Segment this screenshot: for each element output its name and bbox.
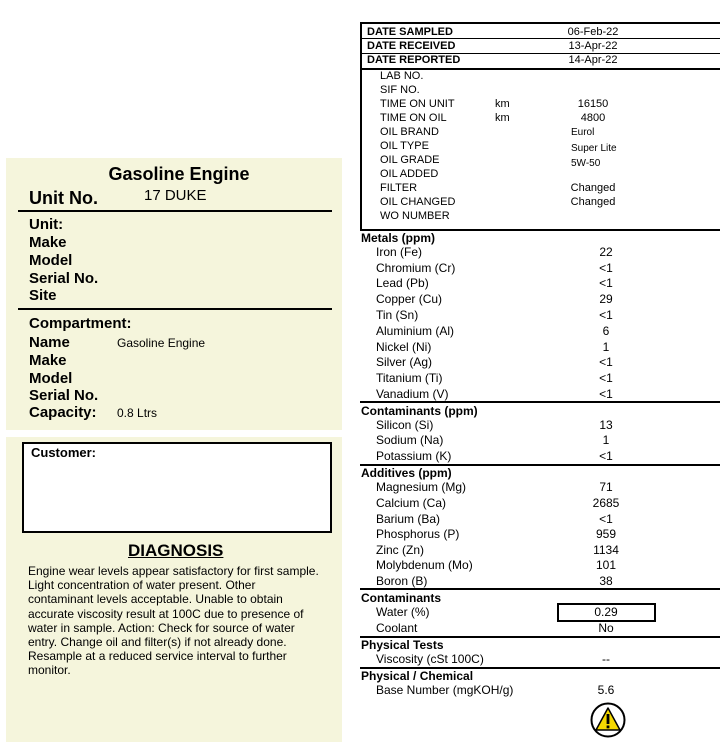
date-sampled-value: 06-Feb-22: [567, 26, 619, 38]
result-label: Molybdenum (Mo): [376, 558, 473, 572]
date-reported-label: DATE REPORTED: [367, 54, 461, 66]
warning-icon: [590, 702, 626, 738]
result-value: 0.29: [594, 605, 618, 619]
result-value: <1: [599, 387, 613, 401]
compartment-name-value: Gasoline Engine: [117, 336, 206, 350]
unit-no-value: 17 DUKE: [144, 187, 207, 204]
diagnosis-line: Engine wear levels appear satisfactory for first sample.: [28, 564, 319, 578]
compartment-serial-label: Serial No.: [29, 387, 99, 404]
result-label: Boron (B): [376, 574, 428, 588]
result-label: Phosphorus (P): [376, 527, 460, 541]
result-label: Vanadium (V): [376, 387, 449, 401]
site-label: Site: [29, 287, 57, 304]
time-on-oil-label: TIME ON OIL: [380, 112, 447, 124]
compartment-name-label: Name: [29, 334, 70, 351]
result-label: Water (%): [376, 605, 430, 619]
result-value: 13: [599, 418, 613, 432]
section-title-additives: Additives (ppm): [361, 466, 452, 480]
section-title-physical-chemical: Physical / Chemical: [361, 669, 474, 683]
section-title-contaminants: Contaminants: [361, 591, 442, 605]
section-title-contaminants-ppm: Contaminants (ppm): [361, 404, 478, 418]
filter-label: FILTER: [380, 182, 418, 194]
result-label: Titanium (Ti): [376, 371, 443, 385]
unit-label: Unit:: [29, 216, 64, 233]
result-label: Viscosity (cSt 100C): [376, 652, 484, 666]
result-value: 1: [602, 433, 610, 447]
result-label: Zinc (Zn): [376, 543, 424, 557]
diagnosis-line: monitor.: [28, 663, 71, 678]
result-label: Tin (Sn): [376, 308, 419, 322]
sample-info-block: [360, 66, 362, 230]
time-on-unit-label: TIME ON UNIT: [380, 98, 455, 110]
compartment-model-label: Model: [29, 370, 73, 387]
result-value: 6: [602, 324, 610, 338]
result-value: 1: [602, 340, 610, 354]
result-value: 101: [595, 558, 617, 572]
oil-type-label: OIL TYPE: [380, 140, 429, 152]
diagnosis-line: Light concentration of water present. Other: [28, 578, 256, 593]
lab-no-label: LAB NO.: [380, 70, 424, 82]
result-label: Lead (Pb): [376, 276, 429, 290]
oil-changed-label: OIL CHANGED: [380, 196, 456, 208]
diagnosis-line: Resample at a reduced service interval to further: [28, 649, 287, 664]
date-sampled-label: DATE SAMPLED: [367, 26, 453, 38]
result-label: Iron (Fe): [376, 245, 423, 259]
diagnosis-text: [28, 564, 342, 678]
diagnosis-line: entry. Change oil and filter(s) if not already done.: [28, 635, 287, 650]
diagnosis-line: water in sample. Action: Check for source of water: [28, 620, 295, 635]
divider: [18, 308, 332, 310]
diagnosis-heading: DIAGNOSIS: [128, 541, 224, 560]
result-label: Silicon (Si): [376, 418, 434, 432]
unit-no-label: Unit No.: [29, 188, 98, 208]
result-value: No: [598, 621, 614, 635]
result-label: Nickel (Ni): [376, 340, 432, 354]
oil-changed-value: Changed: [570, 196, 616, 208]
result-value: 959: [595, 527, 617, 541]
filter-value: Changed: [570, 182, 616, 194]
compartment-capacity-label: Capacity:: [29, 404, 97, 421]
divider: [18, 210, 332, 212]
oil-brand-label: OIL BRAND: [380, 126, 439, 138]
result-label: Silver (Ag): [376, 355, 433, 369]
model-label: Model: [29, 252, 73, 269]
result-value: 38: [599, 574, 613, 588]
result-value: 1134: [593, 543, 619, 557]
make-label: Make: [29, 234, 67, 251]
date-received-value: 13-Apr-22: [568, 40, 618, 52]
result-value: <1: [599, 261, 613, 275]
result-label: Potassium (K): [376, 449, 452, 463]
result-value: 22: [599, 245, 613, 259]
compartment-make-label: Make: [29, 352, 67, 369]
divider: [360, 588, 720, 590]
time-on-oil-value: 4800: [580, 112, 606, 124]
result-label: Aluminium (Al): [376, 324, 455, 338]
divider: [360, 401, 720, 403]
result-label: Base Number (mgKOH/g): [376, 683, 514, 697]
oil-type-value: Super Lite: [571, 143, 617, 154]
serial-label: Serial No.: [29, 270, 99, 287]
unit-card-title: Gasoline Engine: [108, 164, 250, 184]
result-value: <1: [599, 371, 613, 385]
result-value: <1: [599, 308, 613, 322]
result-label: Sodium (Na): [376, 433, 444, 447]
result-label: Copper (Cu): [376, 292, 443, 306]
diagnosis-line: contaminant levels acceptable. Unable to obtain: [28, 592, 283, 607]
result-value: <1: [599, 355, 613, 369]
result-label: Chromium (Cr): [376, 261, 456, 275]
time-on-unit-unit: km: [495, 98, 510, 110]
result-value: 71: [599, 480, 613, 494]
oil-added-label: OIL ADDED: [380, 168, 439, 180]
compartment-capacity-value: 0.8 Ltrs: [117, 406, 158, 420]
result-value: <1: [599, 276, 613, 290]
result-value: --: [602, 652, 610, 666]
result-label: Magnesium (Mg): [376, 480, 467, 494]
result-value: <1: [599, 449, 613, 463]
oil-grade-value: 5W-50: [571, 158, 601, 169]
date-reported-value: 14-Apr-22: [568, 54, 618, 66]
wo-number-label: WO NUMBER: [380, 210, 450, 222]
compartment-heading: Compartment:: [29, 315, 132, 332]
customer-label: Customer:: [31, 445, 97, 460]
result-value: 5.6: [597, 683, 615, 697]
result-label: Calcium (Ca): [376, 496, 447, 510]
result-value: <1: [599, 512, 613, 526]
result-value: 2685: [592, 496, 620, 510]
time-on-unit-value: 16150: [577, 98, 609, 110]
oil-brand-value: Eurol: [571, 127, 595, 138]
result-value: 29: [599, 292, 613, 306]
result-label: Coolant: [376, 621, 418, 635]
section-title-metals: Metals (ppm): [361, 231, 436, 245]
result-label: Barium (Ba): [376, 512, 441, 526]
sif-no-label: SIF NO.: [380, 84, 420, 96]
date-received-label: DATE RECEIVED: [367, 40, 456, 52]
oil-grade-label: OIL GRADE: [380, 154, 440, 166]
section-title-physical-tests: Physical Tests: [361, 638, 444, 652]
time-on-oil-unit: km: [495, 112, 510, 124]
diagnosis-line: accurate viscosity result at 100C due to presence of: [28, 606, 304, 621]
